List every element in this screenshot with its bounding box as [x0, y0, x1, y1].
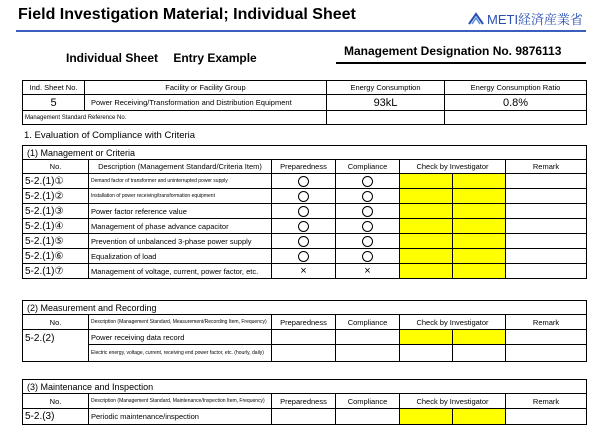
circle-mark-icon — [362, 251, 373, 262]
management-designation: Management Designation No. 9876113 — [344, 44, 562, 58]
circle-mark-icon — [298, 191, 309, 202]
header-facility: Facility or Facility Group — [85, 81, 327, 95]
circle-mark-icon — [298, 236, 309, 247]
col-compliance: Compliance — [336, 394, 400, 409]
col-no: No. — [23, 160, 89, 174]
col-description: Description (Management Standard, Maintenance/Inspection Item, Frequency) — [89, 394, 272, 409]
circle-mark-icon — [298, 221, 309, 232]
page-title: Field Investigation Material; Individual Sheet — [18, 6, 356, 23]
reference-label: Management Standard Reference No. — [23, 111, 327, 125]
preparedness-cell[interactable] — [272, 330, 336, 345]
preparedness-cell[interactable] — [272, 219, 336, 234]
col-check: Check by Investigator — [400, 394, 506, 409]
circle-mark-icon — [298, 176, 309, 187]
ratio-value: 0.8% — [445, 95, 587, 111]
row-description: Management of voltage, current, power factor, etc. — [89, 264, 272, 279]
check-cell[interactable] — [400, 264, 506, 279]
check-cell[interactable] — [453, 345, 506, 362]
row-no: 5-2.(1)⑤ — [23, 234, 89, 249]
header-ratio: Energy Consumption Ratio — [445, 81, 587, 95]
check-subcell[interactable] — [400, 264, 453, 278]
facility-value: Power Receiving/Transformation and Distribution Equipment — [85, 95, 327, 111]
table-row — [23, 204, 587, 219]
check-subcell[interactable] — [400, 219, 453, 233]
row-description: Prevention of unbalanced 3-phase power supply — [89, 234, 272, 249]
check-subcell[interactable] — [400, 189, 453, 203]
preparedness-cell[interactable] — [272, 189, 336, 204]
section1-subtitle: (1) Management or Criteria — [23, 146, 587, 160]
circle-mark-icon — [362, 236, 373, 247]
check-subcell[interactable] — [400, 174, 453, 188]
circle-mark-icon — [362, 191, 373, 202]
compliance-cell[interactable] — [336, 189, 400, 204]
circle-mark-icon — [362, 221, 373, 232]
preparedness-cell[interactable] — [272, 345, 336, 362]
row-no: 5-2.(1)③ — [23, 204, 89, 219]
row-description-detail: Electric energy, voltage, current, receiving end power factor, etc. (hourly, daily) — [89, 345, 272, 362]
measurement-table — [22, 300, 587, 362]
col-compliance: Compliance — [336, 160, 400, 174]
check-cell[interactable] — [400, 330, 453, 345]
remark-cell[interactable] — [506, 249, 587, 264]
check-subcell[interactable] — [400, 249, 453, 263]
col-remark: Remark — [506, 160, 587, 174]
check-cell[interactable] — [400, 249, 506, 264]
col-remark: Remark — [506, 394, 587, 409]
table-row — [23, 219, 587, 234]
preparedness-cell[interactable] — [272, 409, 336, 425]
circle-mark-icon — [362, 206, 373, 217]
preparedness-cell[interactable] — [272, 174, 336, 189]
col-compliance: Compliance — [336, 315, 400, 330]
table-row — [23, 264, 587, 279]
header-divider — [16, 30, 586, 32]
remark-cell[interactable] — [506, 330, 587, 345]
check-subcell[interactable] — [453, 189, 505, 203]
table-row — [23, 189, 587, 204]
check-cell[interactable] — [400, 204, 506, 219]
table-row — [23, 174, 587, 189]
check-subcell[interactable] — [453, 234, 505, 248]
check-cell[interactable] — [400, 234, 506, 249]
row-no: 5-2.(1)① — [23, 174, 89, 189]
col-description: Description (Management Standard, Measurement/Recording Item, Frequency) — [89, 315, 272, 330]
check-subcell[interactable] — [453, 264, 505, 278]
sheet-subtitle: Individual Sheet Entry Example — [66, 51, 257, 65]
check-subcell[interactable] — [400, 234, 453, 248]
header-consumption: Energy Consumption — [327, 81, 445, 95]
col-no: No. — [23, 394, 89, 409]
remark-cell[interactable] — [506, 219, 587, 234]
col-preparedness: Preparedness — [272, 160, 336, 174]
meti-logo-icon — [468, 12, 484, 26]
remark-cell[interactable] — [506, 174, 587, 189]
reference-empty — [445, 111, 587, 125]
check-subcell[interactable] — [453, 204, 505, 218]
check-cell[interactable] — [453, 330, 506, 345]
cross-mark-icon: × — [300, 264, 307, 277]
compliance-cell[interactable] — [336, 330, 400, 345]
circle-mark-icon — [298, 251, 309, 262]
consumption-value: 93kL — [327, 95, 445, 111]
row-description: Equalization of load — [89, 249, 272, 264]
circle-mark-icon — [362, 176, 373, 187]
row-no: 5-2.(1)④ — [23, 219, 89, 234]
sheet-no-value: 5 — [23, 95, 85, 111]
remark-cell[interactable] — [506, 264, 587, 279]
compliance-cell[interactable] — [336, 234, 400, 249]
remark-cell[interactable] — [506, 204, 587, 219]
row-no: 5-2.(1)⑦ — [23, 264, 89, 279]
circle-mark-icon — [298, 206, 309, 217]
section2-title: (2) Measurement and Recording — [23, 301, 587, 315]
section3-title: (3) Maintenance and Inspection — [23, 380, 587, 394]
preparedness-cell[interactable] — [272, 204, 336, 219]
table-row — [23, 234, 587, 249]
check-cell[interactable] — [400, 189, 506, 204]
row-no: 5-2.(2) — [23, 330, 89, 362]
remark-cell[interactable] — [506, 409, 587, 425]
preparedness-cell[interactable] — [272, 264, 336, 279]
compliance-cell[interactable] — [336, 174, 400, 189]
row-description: Power receiving data record — [89, 330, 272, 345]
header-sheet-no: Ind. Sheet No. — [23, 81, 85, 95]
row-description: Periodic maintenance/inspection — [89, 409, 272, 425]
facility-info-table — [22, 80, 587, 125]
designation-underline — [336, 62, 586, 64]
check-cell[interactable] — [400, 219, 506, 234]
compliance-cell[interactable] — [336, 345, 400, 362]
row-description: Installation of power receiving/transformation equipment — [89, 189, 272, 204]
preparedness-cell[interactable] — [272, 249, 336, 264]
col-preparedness: Preparedness — [272, 394, 336, 409]
remark-cell[interactable] — [506, 345, 587, 362]
maintenance-table — [22, 379, 587, 425]
col-check: Check by Investigator — [400, 315, 506, 330]
compliance-cell[interactable] — [336, 249, 400, 264]
row-no: 5-2.(1)⑥ — [23, 249, 89, 264]
compliance-cell[interactable] — [336, 409, 400, 425]
row-description: Management of phase advance capacitor — [89, 219, 272, 234]
section1-title: 1. Evaluation of Compliance with Criteria — [24, 130, 196, 141]
row-description: Power factor reference value — [89, 204, 272, 219]
check-cell[interactable] — [400, 174, 506, 189]
col-no: No. — [23, 315, 89, 330]
row-description: Demand factor of transformer and uninterrupted power supply — [89, 174, 272, 189]
table-row — [23, 249, 587, 264]
compliance-cell[interactable] — [336, 264, 400, 279]
check-subcell[interactable] — [453, 219, 505, 233]
criteria-table — [22, 145, 587, 279]
check-cell[interactable] — [453, 409, 506, 425]
col-description: Description (Management Standard/Criteria Item) — [89, 160, 272, 174]
reference-empty — [327, 111, 445, 125]
remark-cell[interactable] — [506, 189, 587, 204]
col-check: Check by Investigator — [400, 160, 506, 174]
check-cell[interactable] — [400, 345, 453, 362]
cross-mark-icon: × — [364, 264, 371, 277]
check-subcell[interactable] — [453, 249, 505, 263]
col-remark: Remark — [506, 315, 587, 330]
row-no: 5-2.(1)② — [23, 189, 89, 204]
check-subcell[interactable] — [400, 204, 453, 218]
check-cell[interactable] — [400, 409, 453, 425]
row-no: 5-2.(3) — [23, 409, 89, 425]
remark-cell[interactable] — [506, 234, 587, 249]
meti-logo — [468, 9, 583, 28]
preparedness-cell[interactable] — [272, 234, 336, 249]
logo-text: METI経済産業省 — [487, 12, 584, 27]
compliance-cell[interactable] — [336, 204, 400, 219]
check-subcell[interactable] — [453, 174, 505, 188]
compliance-cell[interactable] — [336, 219, 400, 234]
col-preparedness: Preparedness — [272, 315, 336, 330]
